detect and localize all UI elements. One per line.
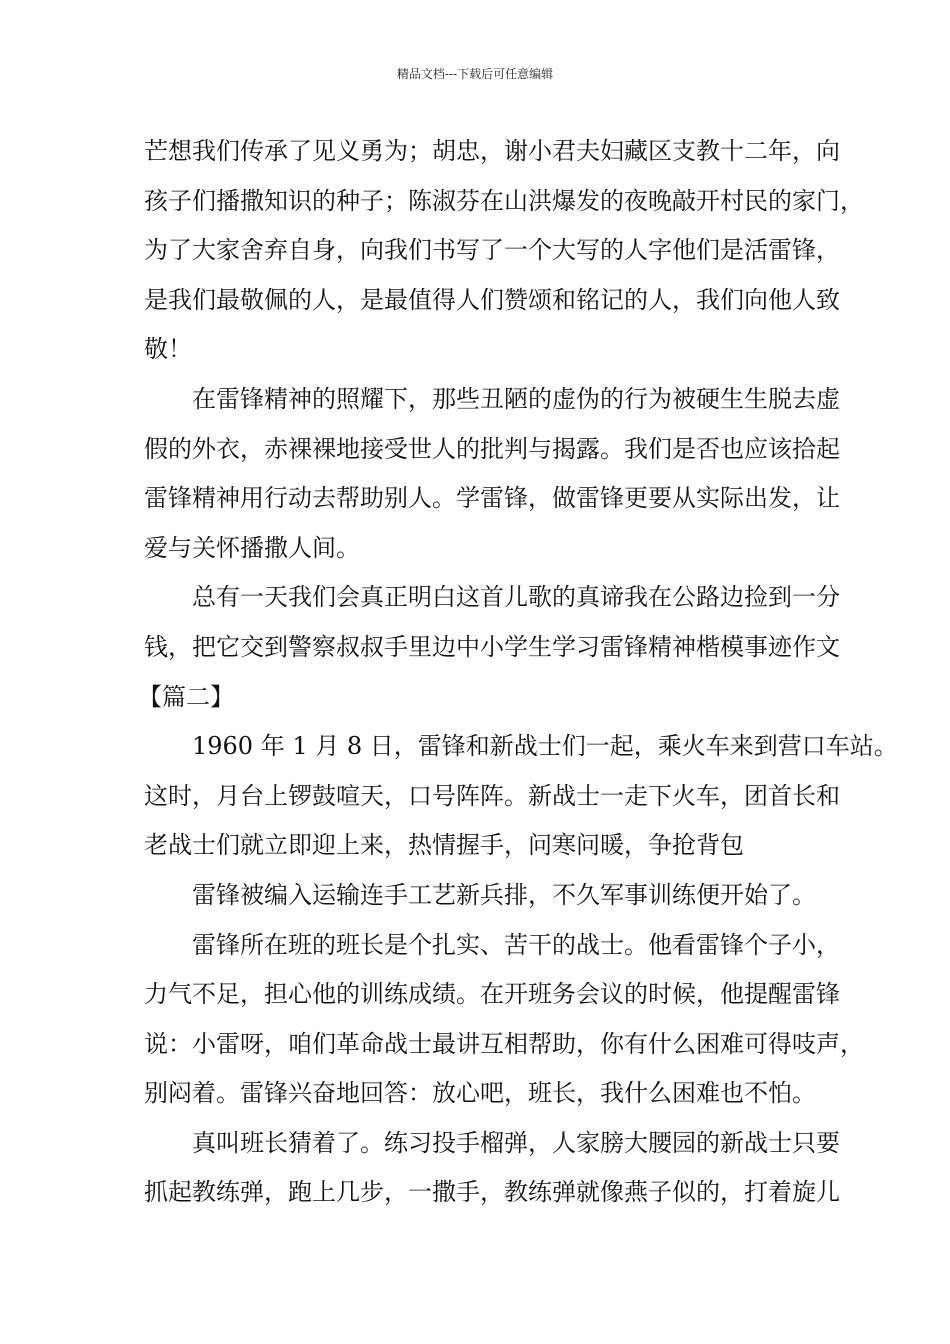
text-line: 雷锋精神用行动去帮助别人。学雷锋，做雷锋更要从实际出发，让 [144, 484, 840, 513]
paragraph [144, 921, 864, 1119]
text-line: 这时，月台上锣鼓喧天，口号阵阵。新战士一走下火车，团首长和 [144, 781, 840, 810]
text-line: 为了大家舍弃自身，向我们书写了一个大写的人字他们是活雷锋， [144, 236, 840, 265]
text-line: 钱，把它交到警察叔叔手里边中小学生学习雷锋精神楷模事迹作文 [144, 632, 840, 661]
text-line: 在雷锋精神的照耀下，那些丑陋的虚伪的行为被硬生生脱去虚 [192, 384, 840, 413]
text-line: 说：小雷呀，咱们革命战士最讲互相帮助，你有什么困难可得吱声， [144, 1029, 864, 1058]
text-line: 力气不足，担心他的训练成绩。在开班务会议的时候，他提醒雷锋 [144, 980, 840, 1009]
paragraph [144, 573, 844, 672]
paragraph [144, 722, 898, 871]
text-line: 别闷着。雷锋兴奋地回答：放心吧，班长，我什么困难也不怕。 [144, 1079, 816, 1108]
text-line: 假的外衣，赤裸裸地接受世人的批判与揭露。我们是否也应该拾起 [144, 434, 840, 463]
text-line: 抓起教练弹，跑上几步，一撒手，教练弹就像燕子似的，打着旋儿 [144, 1178, 840, 1207]
text-line: 总有一天我们会真正明白这首儿歌的真谛我在公路边捡到一分 [192, 583, 840, 612]
text-line: 是我们最敬佩的人，是最值得人们赞颂和铭记的人，我们向他人致 [144, 285, 840, 314]
text-line: 真叫班长猜着了。练习投手榴弹，人家膀大腰园的新战士只要 [192, 1128, 840, 1157]
section-title: 【篇二】 [138, 682, 234, 711]
text-line: 1960 年 1 月 8 日，雷锋和新战士们一起，乘火车来到营口车站。 [192, 732, 898, 761]
paragraph [144, 375, 844, 573]
paragraph [144, 1119, 844, 1218]
page-header: 精品文档---下载后可任意编辑 [396, 67, 554, 81]
paragraph [144, 871, 844, 921]
paragraph [144, 127, 864, 375]
text-line: 老战士们就立即迎上来，热情握手，问寒问暖，争抢背包 [144, 831, 744, 860]
text-line: 爱与关怀播撒人间。 [144, 533, 360, 562]
text-line: 孩子们播撒知识的种子；陈淑芬在山洪爆发的夜晚敲开村民的家门， [144, 186, 864, 215]
text-line: 芒想我们传承了见义勇为；胡忠，谢小君夫妇藏区支教十二年，向 [144, 137, 840, 165]
text-line: 敬！ [144, 335, 192, 364]
document-body [138, 127, 898, 1218]
text-line: 雷锋所在班的班长是个扎实、苦干的战士。他看雷锋个子小， [192, 930, 840, 959]
text-line: 雷锋被编入运输连手工艺新兵排，不久军事训练便开始了。 [192, 880, 816, 909]
